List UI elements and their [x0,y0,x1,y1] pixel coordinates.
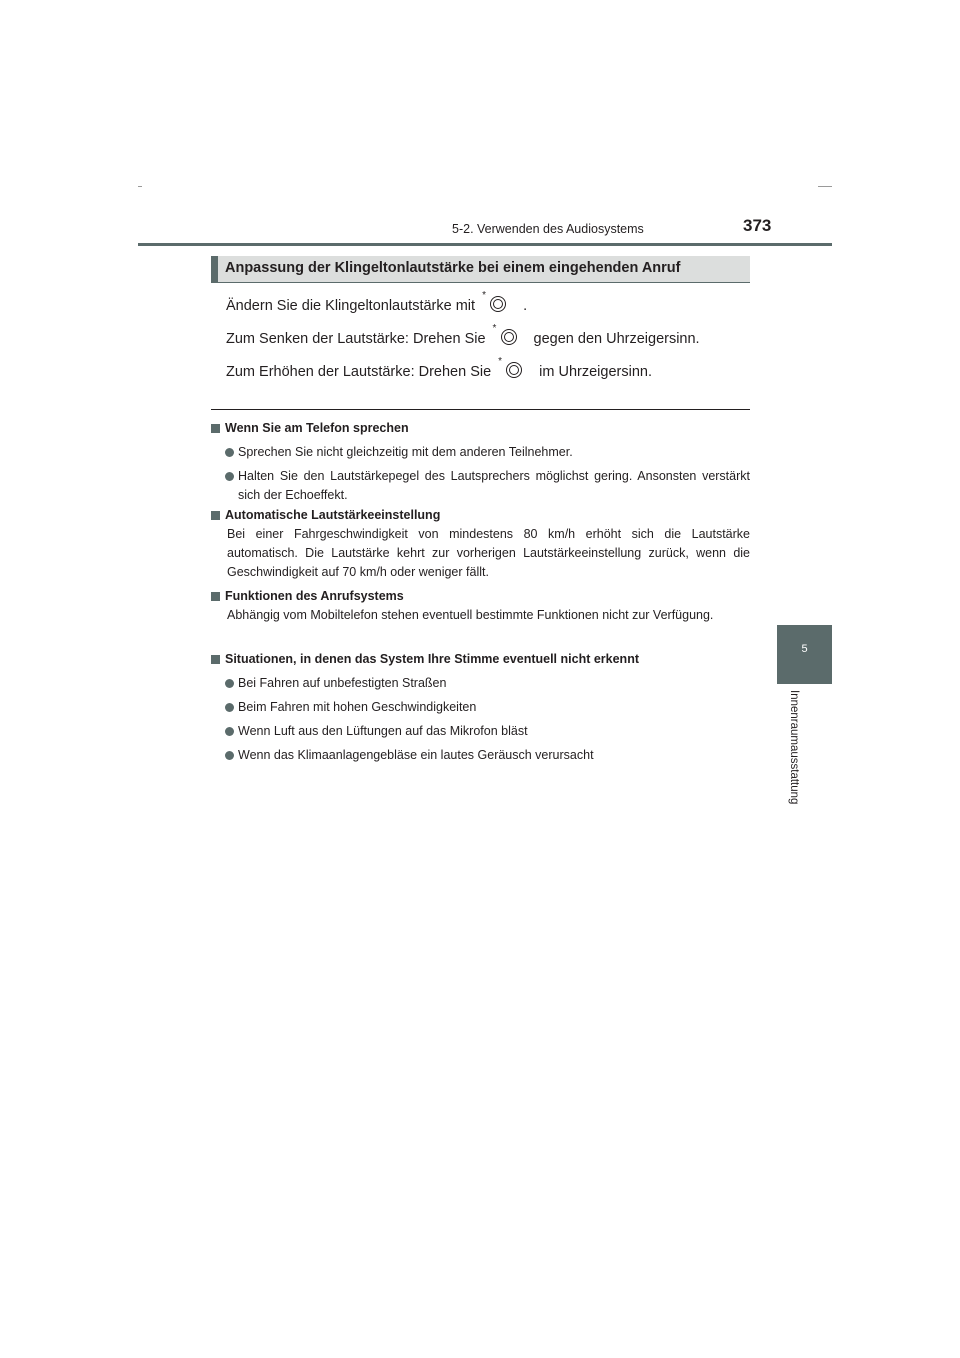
step-1-text-after: . [523,298,528,314]
list-item [211,698,750,717]
note-while-speaking [211,419,750,505]
section-heading-bar [211,256,218,282]
dial-marker: * [482,290,486,301]
step-3-text-before: Zum Erhöhen der Lautstärke: Drehen Sie [226,364,492,380]
note-heading-text: Wenn Sie am Telefon sprechen [225,421,409,435]
note-heading-text: Situationen, in denen das System Ihre Stimme eventuell nicht erkennt [225,652,639,666]
step-3 [226,356,652,384]
volume-dial-icon [479,290,519,318]
list-item [211,467,750,505]
step-2-text-before: Zum Senken der Lautstärke: Drehen Sie [226,331,486,347]
note-voice-recognition [211,650,750,765]
note-heading [211,419,750,438]
step-2-text-after: gegen den Uhrzeigersinn. [533,331,700,347]
note-heading [211,650,750,669]
list-item [211,674,750,693]
list-item-text: Wenn das Klimaanlagengebläse ein lautes Geräusch verursacht [238,748,594,762]
list-item-text: Sprechen Sie nicht gleichzeitig mit dem anderen Teilnehmer. [238,445,573,459]
note-heading [211,587,750,606]
note-call-functions [211,587,750,625]
round-bullet-icon [225,472,234,481]
knob-shape [506,362,522,378]
crop-mark-left [138,186,142,187]
knob-shape [490,296,506,312]
note-body: Abhängig vom Mobiltelefon stehen eventuell bestimmte Funktionen nicht zur Verfügung. [227,608,714,622]
round-bullet-icon [225,727,234,736]
chapter-tab [777,625,832,684]
volume-dial-icon [490,323,530,351]
list-item [211,746,750,765]
step-1-text-before: Ändern Sie die Klingeltonlautstärke mit [226,298,476,314]
section-heading-title: Anpassung der Klingeltonlautstärke bei einem eingehenden Anruf [225,260,681,276]
round-bullet-icon [225,448,234,457]
square-bullet-icon [211,511,220,520]
note-heading-text: Funktionen des Anrufsystems [225,589,404,603]
list-item [211,443,750,462]
note-heading [211,506,750,525]
dial-marker: * [492,323,497,334]
notes-divider [211,409,750,410]
step-1 [226,290,528,318]
volume-dial-icon [495,356,535,384]
header-section-label: 5-2. Verwenden des Audiosystems [452,222,644,236]
list-item-text: Beim Fahren mit hohen Geschwindigkeiten [238,700,477,714]
page-number: 373 [743,216,772,235]
step-3-text-after: im Uhrzeigersinn. [539,364,652,380]
dial-marker: * [498,356,503,367]
round-bullet-icon [225,703,234,712]
round-bullet-icon [225,679,234,688]
chapter-label: Innenraumausstattung [788,690,800,805]
note-auto-volume [211,506,750,582]
section-heading [211,256,750,283]
header-rule [138,243,832,246]
list-item-text: Wenn Luft aus den Lüftungen auf das Mikrofon bläst [238,724,528,738]
list-item-text: Halten Sie den Lautstärkepegel des Lautsprechers möglichst gering. Ansonsten verstärkt sich der Echoeffekt. [238,469,750,502]
crop-mark-right [818,186,832,187]
step-2 [226,323,700,351]
chapter-label-container [782,690,810,830]
note-heading-text: Automatische Lautstärkeeinstellung [225,508,441,522]
chapter-number: 5 [801,643,808,655]
square-bullet-icon [211,655,220,664]
knob-shape [501,329,517,345]
list-item-text: Bei Fahren auf unbefestigten Straßen [238,676,447,690]
round-bullet-icon [225,751,234,760]
square-bullet-icon [211,592,220,601]
square-bullet-icon [211,424,220,433]
note-body: Bei einer Fahrgeschwindigkeit von mindestens 80 km/h erhöht sich die Lautstärke automatisch. Die Lautstärke kehrt zur vorherigen Lautstärkeeinstellung zurück, wenn die Geschwindigkeit auf 70 km/h oder weniger fällt. [227,527,750,579]
list-item [211,722,750,741]
